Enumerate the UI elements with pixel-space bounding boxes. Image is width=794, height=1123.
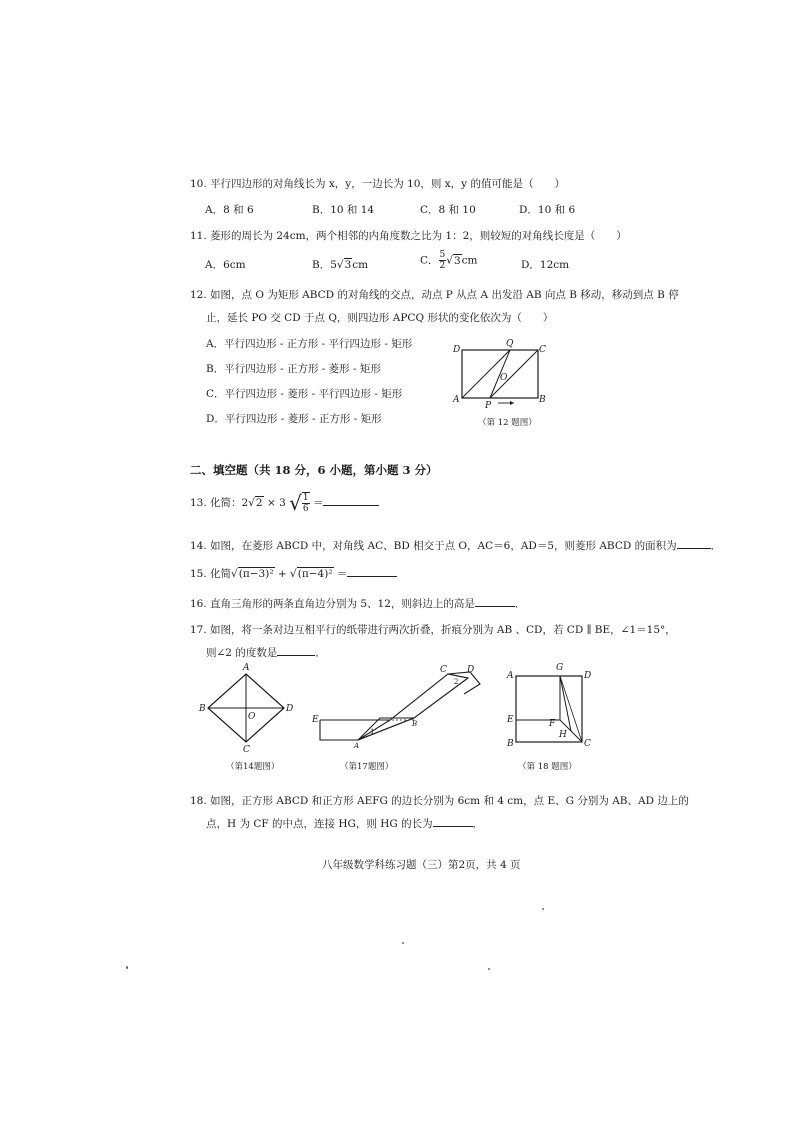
q14-text: 14. 如图，在菱形 ABCD 中，对角线 AC、BD 相交于点 O，AC＝6，AD＝5，则菱形 ABCD 的面积为 [190, 540, 677, 552]
q16-line [190, 596, 525, 611]
q11-b-radicand: 3 [344, 259, 352, 271]
q16-text: 16. 直角三角形的两条直角边分别为 5、12，则斜边上的高是 [190, 598, 475, 610]
q17-period: ． [315, 647, 326, 659]
q11-stem: 11. 菱形的周长为 24cm，两个相邻的内角度数之比为 1：2，则较短的对角线长度是（ ） [190, 230, 627, 242]
q13-line: 13. 化简：2√2 × 3 √ $\frac{1}{6}$ ＝ [190, 491, 379, 515]
section-2-title: 二、填空题（共 18 分，6 小题，第小题 3 分） [190, 463, 438, 477]
q15-equals: ＝ [333, 568, 348, 580]
fig17-label-a: A [354, 742, 360, 750]
q13-answer-blank[interactable] [323, 495, 379, 506]
q12-option-a: A．平行四边形 - 正方形 - 平行四边形 - 矩形 [206, 338, 413, 350]
scan-speck [402, 942, 404, 944]
fig14-label-d: D [286, 704, 294, 714]
q11-c-radicand: 3 [453, 254, 461, 267]
q17-answer-blank[interactable] [277, 645, 315, 656]
q10-option-a: A．8 和 6 [205, 204, 254, 216]
fig17-label-b: B [412, 720, 418, 728]
fig12-label-b: B [539, 395, 546, 405]
fig12-arrowhead [510, 401, 514, 405]
q13-den: 6 [302, 504, 309, 514]
q12-option-b: B．平行四边形 - 正方形 - 菱形 - 矩形 [206, 363, 381, 375]
scan-speck [488, 968, 490, 970]
fig14-caption: （第14题图） [226, 762, 280, 772]
q11-c-label: C． [420, 254, 439, 267]
fig12-label-d: D [453, 345, 461, 355]
q17-line2 [206, 645, 326, 660]
fig12-label-o: O [500, 373, 508, 383]
fig18-label-e: E [507, 715, 514, 725]
q12-line1: 12. 如图，点 O 为矩形 ABCD 的对角线的交点，动点 P 从点 A 出发沿 AB 向点 B 移动，移动到点 B 停 [190, 289, 679, 301]
fig18-label-h: H [559, 730, 567, 740]
scan-speck [126, 966, 128, 969]
q14-period: ． [710, 540, 722, 552]
q16-answer-blank[interactable] [475, 596, 515, 607]
fig18-label-g: G [556, 663, 564, 673]
fig18-caption: （第 18 题图） [518, 762, 577, 772]
fig18-label-a: A [507, 671, 514, 681]
q13-prefix: 13. 化简：2 [190, 497, 249, 509]
fig14-label-b: B [199, 704, 206, 714]
q11-option-a: A．6cm [205, 259, 246, 271]
q18-text: 点，H 为 CF 的中点，连接 HG，则 HG 的长为 [206, 818, 433, 830]
figure-q12 [450, 340, 550, 410]
q13-num: 1 [302, 493, 309, 503]
q13-radicand: 2 [255, 497, 263, 509]
q12-option-c: C．平行四边形 - 菱形 - 平行四边形 - 矩形 [206, 388, 403, 400]
q11-b-coef: B．5 [312, 259, 337, 271]
q11-option-c: C． $\frac{5}{2}$ √3cm [420, 250, 478, 271]
fig17-label-c: C [440, 665, 447, 675]
fig12-label-p: P [485, 401, 492, 411]
figure-q18 [504, 664, 594, 750]
q17-text: 则∠2 的度数是 [206, 647, 278, 659]
fig17-diagonal-strip [358, 674, 468, 740]
figure-q17 [310, 664, 490, 750]
fig14-label-o: O [248, 712, 256, 722]
q12-option-d: D．平行四边形 - 菱形 - 正方形 - 矩形 [206, 413, 382, 425]
figure-q14 [198, 663, 298, 755]
q10-option-d: D．10 和 6 [519, 204, 576, 216]
q18-answer-blank[interactable] [433, 816, 473, 827]
q18-line1: 18. 如图，正方形 ABCD 和正方形 AEFG 的边长分别为 6cm 和 4 cm，点 E、G 分别为 AB、AD 边上的 [190, 795, 689, 807]
fig17-label-1: 1 [370, 728, 375, 736]
q14-answer-blank[interactable] [677, 538, 711, 549]
q15-line: 15. 化简√(π−3)² + √(π−4)² ＝ [190, 566, 397, 581]
fig12-label-a: A [453, 395, 460, 405]
q11-c-num: 5 [439, 250, 446, 260]
q13-times: × 3 [266, 497, 286, 509]
q10-option-b: B．10 和 14 [312, 204, 375, 216]
q12-line2: 止，延长 PO 交 CD 于点 Q，则四边形 APCQ 形状的变化依次为（ ） [206, 312, 554, 324]
fig17-caption: （第17题图） [340, 762, 394, 772]
q11-c-den: 2 [439, 261, 446, 271]
fig12-label-c: C [539, 345, 546, 355]
q13-radical-sign: √ [289, 491, 302, 515]
q15-radicand-1: (π−3)² [238, 568, 274, 580]
fig18-label-b: B [507, 739, 514, 749]
fig17-label-d: D [467, 665, 475, 675]
q15-prefix: 15. 化简 [190, 568, 232, 580]
fig18-label-d: D [584, 671, 592, 681]
q15-radicand-2: (π−4)² [297, 568, 333, 580]
q13-fraction [302, 492, 310, 514]
q16-period: ． [514, 598, 526, 610]
page-footer: 八年级数学科练习题（三）第2页，共 4 页 [322, 859, 521, 871]
q11-option-b: B．5√3cm [312, 259, 369, 271]
q11-c-fraction [439, 250, 447, 271]
fig12-caption: （第 12 题图） [478, 418, 537, 428]
fig12-label-q: Q [506, 339, 514, 349]
fig18-label-c: C [584, 739, 591, 749]
fig17-label-e: E [312, 715, 319, 725]
q10-option-c: C．8 和 10 [420, 204, 476, 216]
q10-stem: 10. 平行四边形的对角线长为 x，y，一边长为 10，则 x，y 的值可能是（ ） [190, 178, 565, 190]
fig18-square-aefg [516, 676, 560, 720]
q13-equals: ＝ [312, 497, 324, 509]
q17-line1: 17. 如图，将一条对边互相平行的纸带进行两次折叠，折痕分别为 AB 、CD，若 CD ∥ BE，∠1＝15°， [190, 624, 676, 636]
scan-speck [542, 908, 544, 910]
q18-period: ． [472, 818, 484, 830]
fig18-label-f: F [549, 719, 556, 729]
q15-plus: + [274, 568, 291, 580]
q14-line [190, 538, 721, 553]
q18-line2 [206, 816, 483, 831]
q11-c-unit: cm [461, 254, 478, 267]
q11-option-d: D．12cm [521, 259, 570, 271]
q15-answer-blank[interactable] [347, 566, 397, 577]
fig14-label-c: C [243, 745, 250, 755]
fig17-label-2: 2 [454, 678, 459, 686]
fig12-line-pc [490, 350, 538, 398]
q11-b-unit: cm [352, 259, 369, 271]
fig14-label-a: A [243, 663, 250, 673]
